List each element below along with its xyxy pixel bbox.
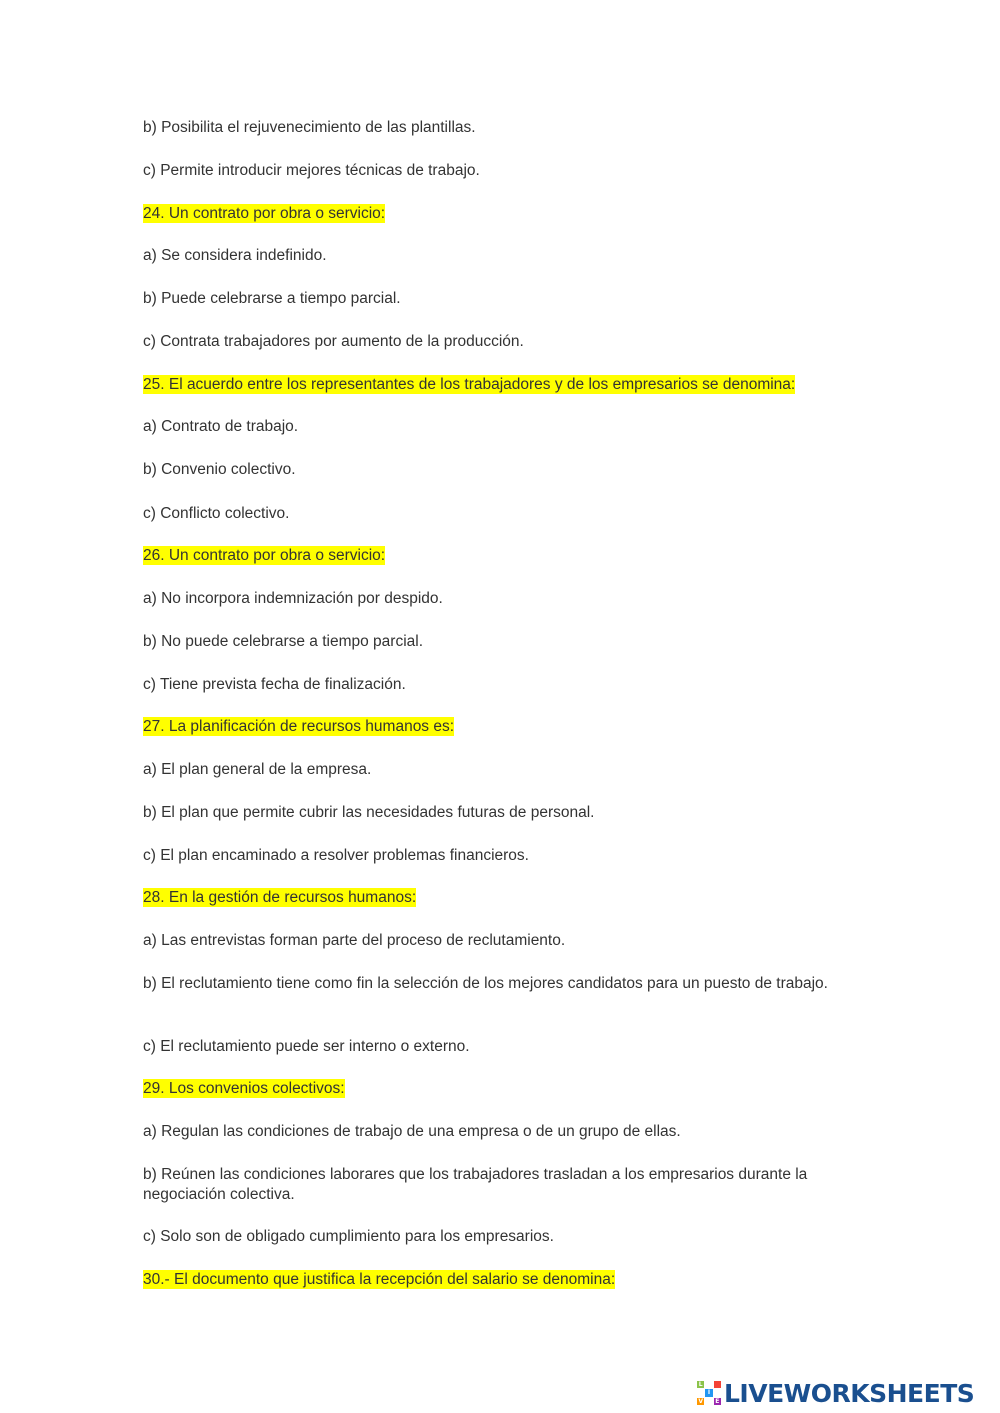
logo-letter-l: L (698, 1381, 703, 1388)
answer-option: c) Contrata trabajadores por aumento de la producción. (143, 333, 524, 350)
question-heading (143, 888, 853, 908)
question-heading (143, 375, 853, 395)
answer-option: c) El reclutamiento puede ser interno o externo. (143, 1038, 470, 1055)
question-heading (143, 204, 853, 224)
logo-letter-i: I (705, 1389, 712, 1396)
brand-name: LIVEWORKSHEETS (724, 1378, 975, 1408)
answer-option: b) Reúnen las condiciones laborares que los trabajadores trasladan a los empresarios durante la negociación colectiva. (143, 1166, 808, 1203)
answer-option: a) Contrato de trabajo. (143, 418, 299, 435)
logo-letter-e: E (715, 1397, 720, 1405)
answer-option: a) Regulan las condiciones de trabajo de una empresa o de un grupo de ellas. (143, 1123, 681, 1140)
logo-letter-v: V (698, 1397, 703, 1405)
answer-option: c) Conflicto colectivo. (143, 505, 290, 522)
answer-option: a) Las entrevistas forman parte del proceso de reclutamiento. (143, 932, 566, 949)
answer-option: b) No puede celebrarse a tiempo parcial. (143, 633, 424, 650)
question-text-highlighted: 29. Los convenios colectivos: (143, 1080, 345, 1097)
answer-option: b) Puede celebrarse a tiempo parcial. (143, 290, 401, 307)
question-text-highlighted: 26. Un contrato por obra o servicio: (143, 547, 386, 564)
answer-option: c) Tiene prevista fecha de finalización. (143, 676, 406, 693)
question-heading (143, 717, 853, 737)
question-text-highlighted: 30.- El documento que justifica la recepción del salario se denomina: (143, 1271, 616, 1288)
answer-option: b) Convenio colectivo. (143, 461, 296, 478)
question-text-highlighted: 24. Un contrato por obra o servicio: (143, 205, 386, 222)
question-heading (143, 546, 853, 566)
liveworksheets-logo-icon (697, 1381, 721, 1405)
question-text-highlighted: 25. El acuerdo entre los representantes de los trabajadores y de los empresarios se denomina: (143, 376, 796, 393)
answer-option: c) Solo son de obligado cumplimiento para los empresarios. (143, 1228, 554, 1245)
answer-option: b) Posibilita el rejuvenecimiento de las plantillas. (143, 119, 476, 136)
question-heading (143, 1270, 853, 1290)
answer-option: c) El plan encaminado a resolver problemas financieros. (143, 847, 529, 864)
question-text-highlighted: 27. La planificación de recursos humanos es: (143, 718, 455, 735)
answer-option: a) Se considera indefinido. (143, 247, 327, 264)
answer-option: a) El plan general de la empresa. (143, 761, 372, 778)
answer-option: b) El reclutamiento tiene como fin la selección de los mejores candidatos para un puesto de trabajo. (143, 975, 828, 992)
question-text-highlighted: 28. En la gestión de recursos humanos: (143, 889, 417, 906)
answer-option: c) Permite introducir mejores técnicas de trabajo. (143, 162, 480, 179)
answer-option: b) El plan que permite cubrir las necesidades futuras de personal. (143, 804, 595, 821)
question-heading (143, 1079, 853, 1099)
liveworksheets-footer[interactable] (697, 1378, 974, 1408)
answer-option: a) No incorpora indemnización por despido. (143, 590, 443, 607)
